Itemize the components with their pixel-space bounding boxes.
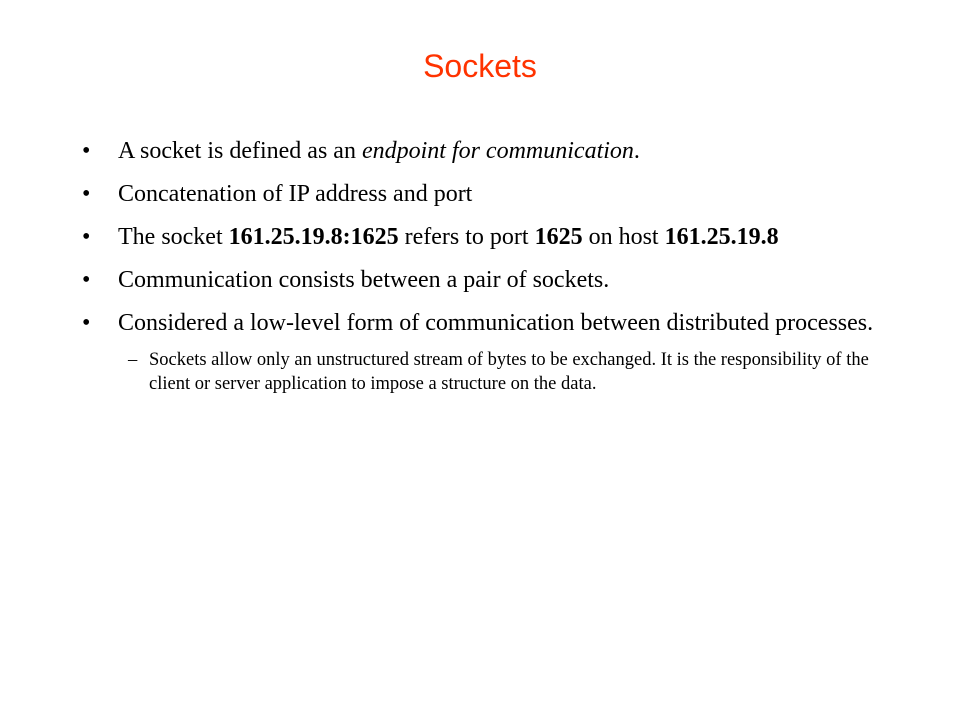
sub-bullet-item — [128, 348, 892, 396]
socket-address: 161.25.19.8:1625 — [228, 224, 399, 250]
bullet-item — [82, 223, 892, 252]
bullet-item — [82, 137, 892, 166]
bullet-item — [82, 180, 892, 209]
bullet-text: . — [633, 138, 640, 164]
bullet-text: refers to port — [398, 224, 535, 250]
host-address: 161.25.19.8 — [664, 224, 779, 250]
port-number: 1625 — [534, 224, 583, 250]
bullet-text: on host — [582, 224, 665, 250]
bullet-text: A socket is defined as an — [118, 138, 362, 164]
bullet-list — [82, 137, 892, 410]
bullet-emphasis: endpoint for communication — [361, 138, 634, 164]
bullet-marker-icon: • — [82, 224, 91, 250]
dash-marker-icon: – — [128, 350, 138, 370]
bullet-text: Communication consists between a pair of sockets. — [118, 267, 610, 293]
bullet-text: The socket — [118, 224, 229, 250]
sub-bullet-text: Sockets allow only an unstructured stream of bytes to be exchanged. It is the responsibility of the client or server application to impose a structure on the data. — [149, 350, 869, 394]
bullet-text: Considered a low-level form of communication between distributed processes. — [118, 310, 874, 336]
bullet-marker-icon: • — [82, 267, 91, 293]
bullet-marker-icon: • — [82, 310, 91, 336]
slide-title: Sockets — [423, 48, 537, 84]
bullet-marker-icon: • — [82, 181, 91, 207]
bullet-item — [82, 266, 892, 295]
bullet-marker-icon: • — [82, 138, 91, 164]
bullet-text: Concatenation of IP address and port — [118, 181, 473, 207]
bullet-item — [82, 309, 892, 396]
